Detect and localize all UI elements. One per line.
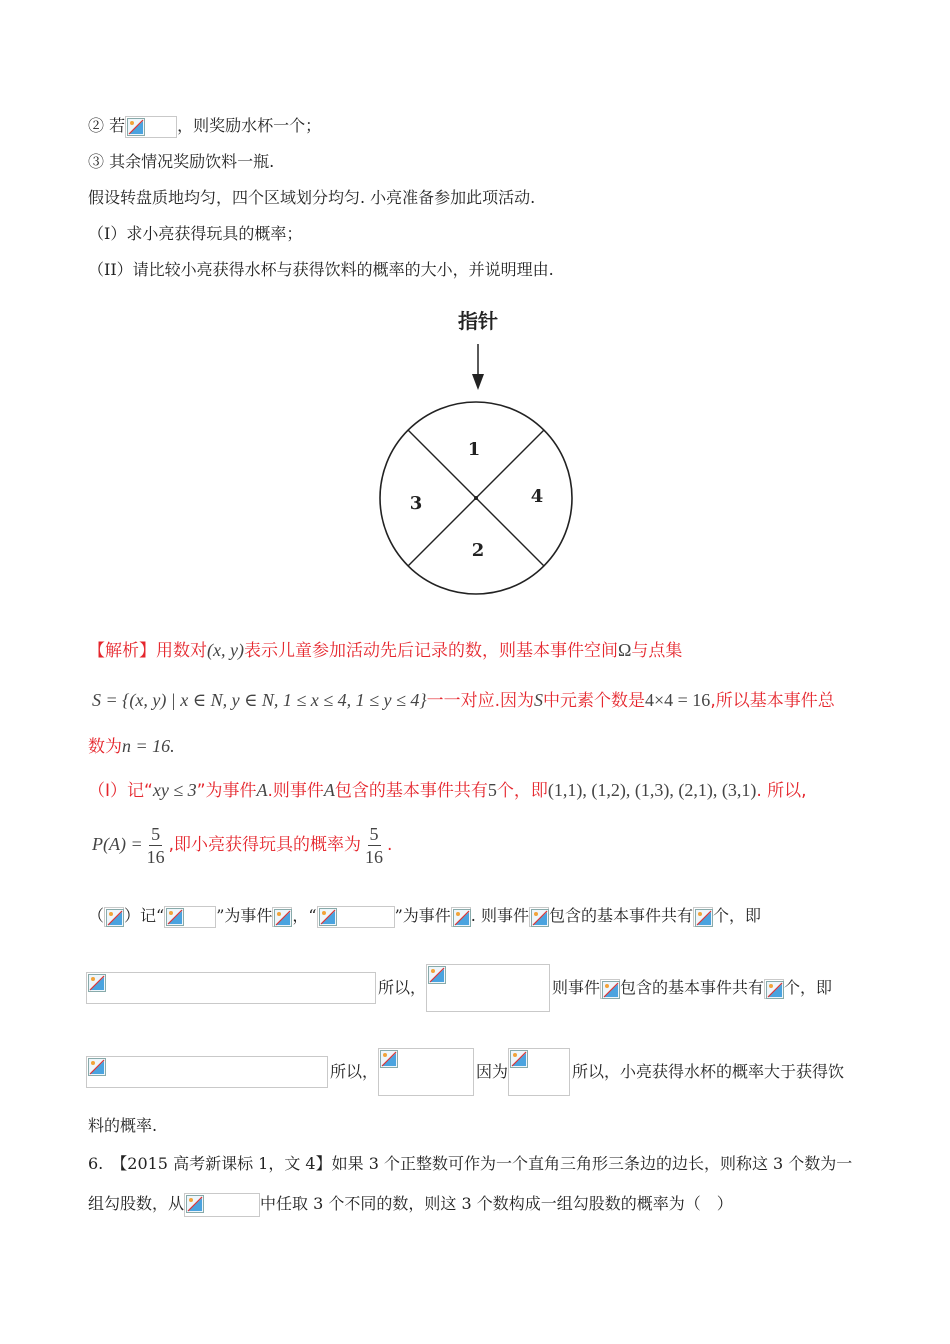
solution-text: . xyxy=(387,835,393,855)
formula-image-placeholder xyxy=(764,979,784,999)
fraction-numerator: 5 xyxy=(151,823,161,844)
solution-text: 包含的基本事件共有 xyxy=(334,781,488,801)
math-s: S xyxy=(534,690,543,710)
broken-image-icon xyxy=(274,909,292,927)
part2-last-line: 料的概率. xyxy=(88,1116,158,1135)
solution-text: . 所以, xyxy=(756,781,807,801)
broken-image-icon xyxy=(166,908,184,926)
formula-image-placeholder xyxy=(529,907,549,927)
formula-image-placeholder xyxy=(426,964,550,1012)
pointer-label: 指针 xyxy=(458,309,498,333)
broken-image-icon xyxy=(510,1050,528,1068)
formula-image-placeholder xyxy=(508,1048,570,1096)
broken-image-icon xyxy=(428,966,446,984)
broken-image-icon xyxy=(602,981,620,999)
formula-image-placeholder xyxy=(104,907,124,927)
broken-image-icon xyxy=(88,1058,106,1076)
text: 组勾股数，从 xyxy=(88,1194,185,1213)
text: 包含的基本事件共有 xyxy=(548,906,693,925)
text: 个，即 xyxy=(784,978,833,997)
solution-text: 中元素个数是 xyxy=(543,691,645,711)
math-pairs: (1,1), (1,2), (1,3), (2,1), (3,1) xyxy=(547,780,757,800)
formula-image-placeholder xyxy=(693,907,713,927)
sector-label-1: 1 xyxy=(467,439,481,460)
formula-image-placeholder xyxy=(86,1056,328,1088)
math-pair: (x, y) xyxy=(207,640,244,660)
solution-text: ,即小亮获得玩具的概率为 xyxy=(168,835,362,855)
pointer-arrow-head xyxy=(472,374,484,390)
text: （ xyxy=(88,906,105,925)
solution-line-3 xyxy=(88,734,175,759)
text: ”为事件 xyxy=(216,906,273,925)
math-condition: xy ≤ 3 xyxy=(152,780,197,800)
text: 个，即 xyxy=(712,906,761,925)
part2-text: 所以，小亮获得水杯的概率大于获得饮 xyxy=(572,1062,845,1081)
condition-2-suffix: ，则奖励水杯一个； xyxy=(177,116,322,135)
fraction xyxy=(145,825,167,866)
solution-line-2 xyxy=(92,688,835,713)
solution-text: 一一对应.因为 xyxy=(426,691,534,711)
broken-image-icon xyxy=(88,974,106,992)
formula-image-placeholder xyxy=(600,979,620,999)
broken-image-icon xyxy=(695,909,713,927)
part2-line-1 xyxy=(88,904,761,928)
text: 包含的基本事件共有 xyxy=(620,978,765,997)
fraction xyxy=(363,825,385,866)
question-6-line-2 xyxy=(88,1192,733,1217)
solution-text: ,所以基本事件总 xyxy=(710,691,835,711)
solution-text: （Ⅰ）记“ xyxy=(88,781,153,801)
broken-image-icon xyxy=(127,118,145,136)
question-1-line: （I）求小亮获得玩具的概率； xyxy=(88,224,303,243)
fraction-numerator: 5 xyxy=(369,823,379,844)
sector-label-4: 4 xyxy=(530,486,544,507)
math-count: 5 xyxy=(487,780,497,800)
condition-3-line: ③ 其余情况奖励饮料一瓶. xyxy=(88,152,275,171)
broken-image-icon xyxy=(186,1195,204,1213)
solution-heading: 【解析】 xyxy=(88,641,156,661)
formula-image-placeholder xyxy=(184,1193,260,1217)
math-event-a: A xyxy=(256,780,268,800)
math-count: 4×4 = 16 xyxy=(645,690,711,710)
formula-image-placeholder xyxy=(451,907,471,927)
solution-text: 个，即 xyxy=(496,781,548,801)
text: 中任取 3 个不同的数，则这 3 个数构成一组勾股数的概率为（ ） xyxy=(260,1194,733,1213)
center-dot xyxy=(474,496,478,500)
assumption-line: 假设转盘质地均匀，四个区域划分均匀. 小亮准备参加此项活动. xyxy=(88,188,536,207)
formula-image-placeholder xyxy=(272,907,292,927)
text: . 则事件 xyxy=(470,906,529,925)
solution-text: 表示儿童参加活动先后记录的数，则基本事件空间 xyxy=(243,641,618,661)
formula-image-placeholder xyxy=(86,972,376,1004)
part2-line-2-tail xyxy=(552,976,832,1000)
fraction-denominator: 16 xyxy=(146,846,165,867)
solution-text: .则事件 xyxy=(267,781,324,801)
math-set-s: S = {(x, y) | x ∈ N, y ∈ N, 1 ≤ x ≤ 4, 1 ≤ y ≤ 4} xyxy=(92,690,427,710)
broken-image-icon xyxy=(766,981,784,999)
text: ）记“ xyxy=(124,906,165,925)
broken-image-icon xyxy=(531,909,549,927)
question-6-line-1: 6. 【2015 高考新课标 1，文 4】如果 3 个正整数可作为一个直角三角形三条边的边长，则称这 3 个数为一 xyxy=(88,1154,853,1173)
condition-2-line xyxy=(88,114,321,138)
fraction-denominator: 16 xyxy=(365,846,384,867)
math-n: n = 16. xyxy=(122,736,175,756)
sector-label-3: 3 xyxy=(409,493,423,514)
math-event-a: A xyxy=(323,780,335,800)
solution-line-1 xyxy=(88,638,682,663)
solution-text: 数为 xyxy=(88,737,122,757)
part2-text: 所以， xyxy=(378,978,427,997)
broken-image-icon xyxy=(319,908,337,926)
solution-probability-line xyxy=(92,822,392,867)
text: 则事件 xyxy=(552,978,601,997)
part2-text: 所以， xyxy=(330,1062,379,1081)
math-probability: P(A) = xyxy=(92,834,143,854)
broken-image-icon xyxy=(453,909,471,927)
broken-image-icon xyxy=(106,909,124,927)
solution-text: 与点集 xyxy=(631,641,683,661)
solution-text: ”为事件 xyxy=(196,781,257,801)
spinner-figure xyxy=(360,300,600,600)
solution-part1-line xyxy=(88,778,807,803)
part2-text: 因为 xyxy=(476,1062,509,1081)
solution-text: 用数对 xyxy=(156,641,207,661)
sector-label-2: 2 xyxy=(471,540,485,561)
broken-image-icon xyxy=(380,1050,398,1068)
math-omega: Ω xyxy=(617,640,632,660)
question-2-line: （II）请比较小亮获得水杯与获得饮料的概率的大小，并说明理由. xyxy=(88,260,554,279)
text: ，“ xyxy=(292,906,317,925)
formula-image-placeholder xyxy=(164,906,216,928)
formula-image-placeholder xyxy=(125,116,177,138)
formula-image-placeholder xyxy=(317,906,395,928)
condition-2-prefix: ② 若 xyxy=(88,116,126,135)
formula-image-placeholder xyxy=(378,1048,474,1096)
text: ”为事件 xyxy=(394,906,451,925)
